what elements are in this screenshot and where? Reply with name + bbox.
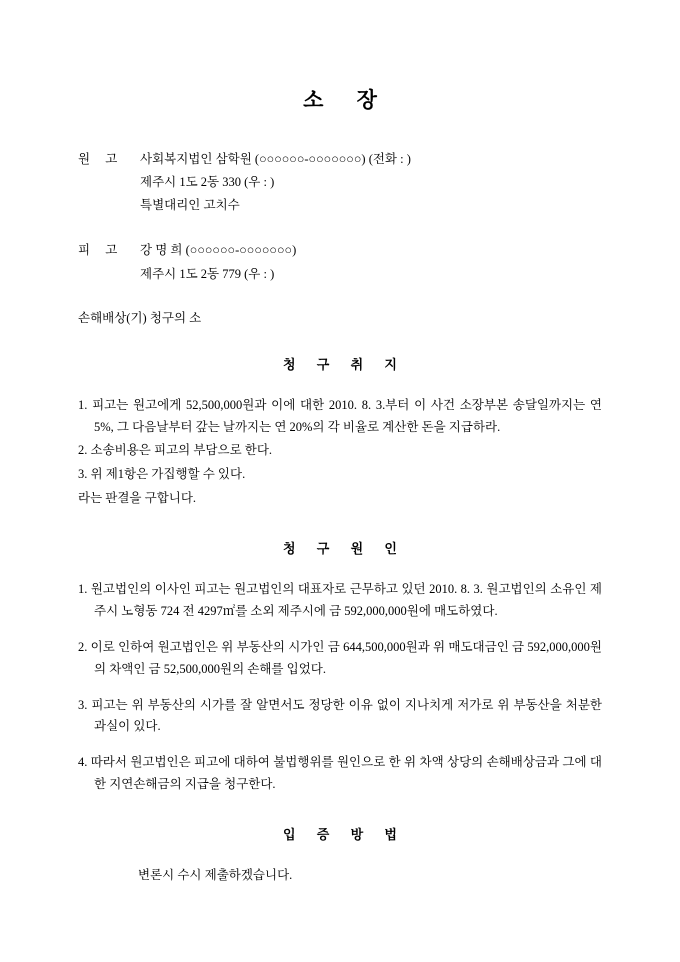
plaintiff-name: 사회복지법인 삼학원 (○○○○○○-○○○○○○○) (전화 : ) [140,152,411,166]
section-closing: 라는 판결을 구합니다. [78,491,197,506]
defendant-address: 제주시 1도 2동 779 (우 : ) [140,266,275,281]
plaintiff-representative: 특별대리인 고치수 [140,198,240,213]
plaintiff-address: 제주시 1도 2동 330 (우 : ) [140,175,275,190]
defendant-block [78,239,602,285]
section-evidence [78,824,602,887]
defendant-label: 피 고 [78,243,124,258]
plaintiff-label: 원 고 [78,152,124,166]
section-claim-cause [78,538,602,796]
cause-item: 3. 피고는 위 부동산의 시가를 잘 알면서도 정당한 이유 없이 지나치게 저가로 위 부동산을 처분한 과실이 있다. [78,697,602,734]
claim-item: 1. 피고는 원고에게 52,500,000원과 이에 대한 2010. 8. 3.부터 이 사건 소장부본 송달일까지는 연 5%, 그 다음날부터 갚는 날까지는 연 20%의 각 비율로 계산한 돈을 지급하라. [78,397,602,434]
defendant-name-row [78,239,602,262]
section-claim-purpose [78,354,602,510]
cause-item: 1. 원고법인의 이사인 피고는 원고법인의 대표자로 근무하고 있던 2010. 8. 3. 원고법인의 소유인 제주시 노형동 724 전 4297㎡를 소외 제주시에 금 592,000,000원에 매도하였다. [78,582,602,618]
plaintiff-name-row [78,148,602,171]
spacer [78,221,602,239]
claim-item: 3. 위 제1항은 가집행할 수 있다. [78,467,246,482]
case-type: 손해배상(기) 청구의 소 [78,310,202,325]
page-title: 소 장 [303,88,391,112]
defendant-name: 강 명 희 (○○○○○○-○○○○○○○) [140,243,297,258]
claim-cause-list [78,579,602,796]
cause-item: 2. 이로 인하여 원고법인은 위 부동산의 시가인 금 644,500,000원과 위 매도대금인 금 592,000,000원의 차액인 금 52,500,000원의 손해를 입었다. [78,639,602,676]
section-heading: 청 구 원 인 [283,541,406,556]
claim-item: 2. 소송비용은 피고의 부담으로 한다. [78,443,273,458]
cause-item: 4. 따라서 원고법인은 피고에 대하여 불법행위를 원인으로 한 위 차액 상당의 손해배상금과 그에 대한 지연손해금의 지급을 청구한다. [78,755,602,792]
section-heading: 입 증 방 법 [283,827,406,842]
evidence-note: 변론시 수시 제출하겠습니다. [138,868,293,882]
section-heading: 청 구 취 지 [283,356,406,372]
plaintiff-block [78,148,602,217]
